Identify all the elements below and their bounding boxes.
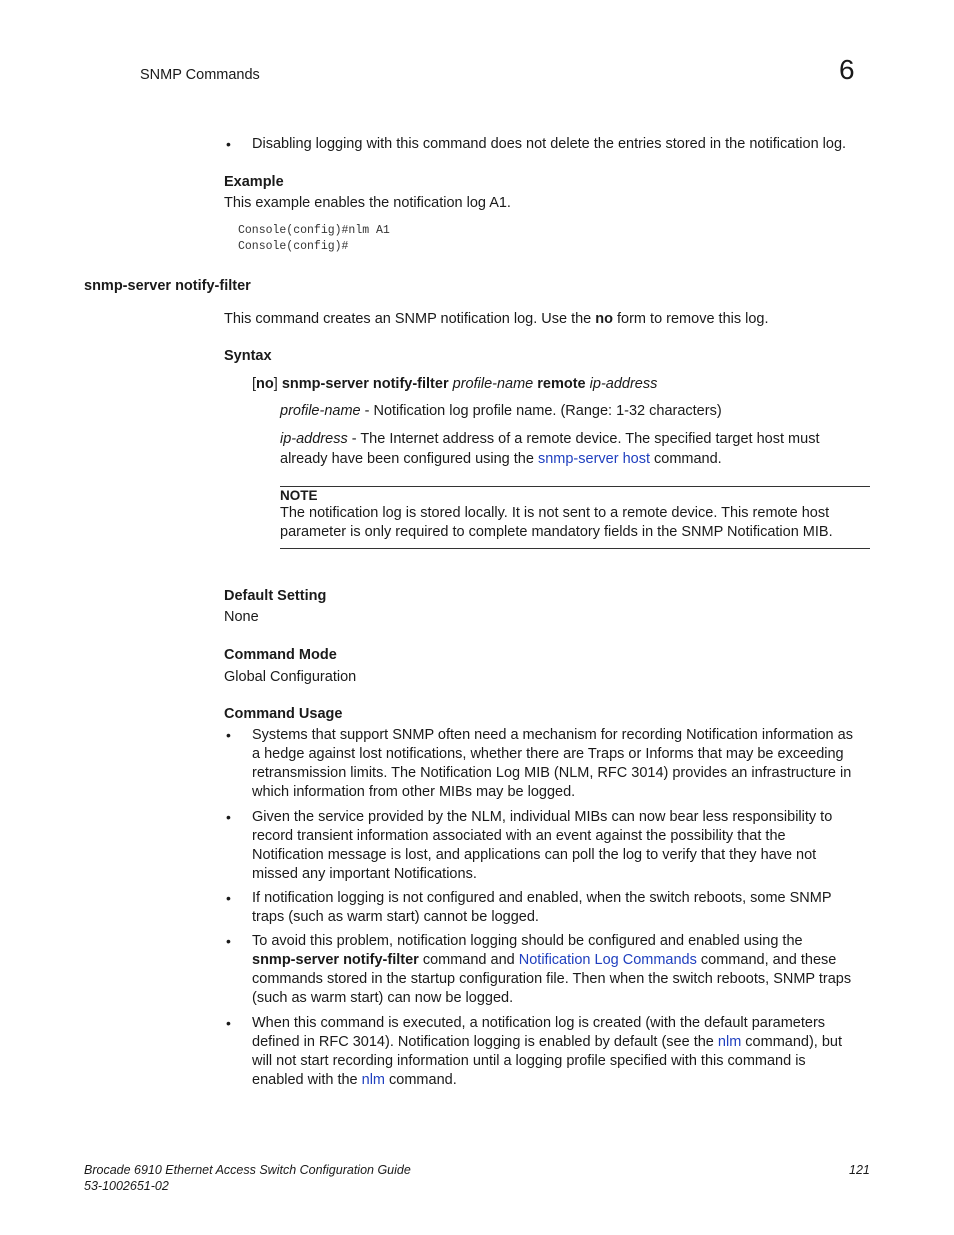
footer-doc-title: Brocade 6910 Ethernet Access Switch Configuration Guide [84, 1163, 411, 1177]
param-profile-name: profile-name - Notification log profile name. (Range: 1-32 characters) [280, 403, 722, 419]
top-bullet-text: Disabling logging with this command does not delete the entries stored in the notification log. [252, 136, 847, 152]
usage-bullet-5: When this command is executed, a notification log is created (with the default parameters defined in RFC 3014). Notification logging is enabled by default (see the nlm command), but will not start recording information until a logging profile specified with this command is enabled with the nlm command. [252, 1015, 843, 1088]
footer-doc-number: 53-1002651-02 [84, 1179, 169, 1193]
code-line: Console(config)# [238, 240, 349, 253]
nlm-link[interactable]: nlm [361, 1072, 386, 1088]
snmp-server-host-link[interactable]: snmp-server host [537, 451, 650, 467]
note-text: The notification log is stored locally. It is not sent to a remote device. This remote host [280, 505, 830, 521]
syntax-heading: Syntax [224, 348, 272, 364]
bullet-icon: • [226, 136, 231, 152]
note-bottom-rule [280, 548, 870, 549]
bullet-icon: • [226, 809, 231, 825]
note-label: NOTE [280, 488, 318, 503]
param-ip-address-line2: already have been configured using the snmp-server host command. [280, 451, 722, 467]
usage-bullet-2: Given the service provided by the NLM, individual MIBs can now bear less responsibility to record transient information associated with an event against the possibility that the Notification message is lost, and applications can poll the log to verify that they have not missed any important Notifications. [252, 809, 833, 882]
nlm-link[interactable]: nlm [717, 1034, 742, 1050]
footer-page-number: 121 [849, 1163, 870, 1177]
default-setting-value: None [224, 609, 259, 625]
command-description: This command creates an SNMP notification log. Use the no form to remove this log. [224, 311, 769, 327]
code-line: Console(config)#nlm A1 [238, 224, 390, 237]
usage-bullet-4: To avoid this problem, notification logging should be configured and enabled using the snmp-server notify-filter command and Notification Log Commands command, and these commands stored in the startup configuration file. Then when the switch reboots, SNMP traps (such as warm start) can now be logged. [252, 933, 852, 1006]
bullet-icon: • [226, 727, 231, 743]
command-mode-heading: Command Mode [224, 647, 337, 663]
notification-log-commands-link[interactable]: Notification Log Commands [518, 952, 697, 968]
syntax-line: [no] snmp-server notify-filter profile-name remote ip-address [252, 376, 658, 392]
command-mode-value: Global Configuration [224, 669, 357, 685]
bullet-icon: • [226, 1015, 231, 1031]
command-usage-heading: Command Usage [224, 706, 343, 722]
note-top-rule [280, 486, 870, 487]
command-title: snmp-server notify-filter [84, 278, 251, 294]
bullet-icon: • [226, 890, 231, 906]
chapter-number: 6 [839, 54, 855, 85]
default-setting-heading: Default Setting [224, 588, 327, 604]
note-text: parameter is only required to complete mandatory fields in the SNMP Notification MIB. [280, 524, 833, 540]
example-description: This example enables the notification log A1. [224, 195, 511, 211]
usage-bullet-3: If notification logging is not configured and enabled, when the switch reboots, some SNMP traps (such as warm start) cannot be logged. [252, 890, 832, 925]
usage-bullet-1: Systems that support SNMP often need a mechanism for recording Notification information as a hedge against lost notifications, whether there are Traps or Informs that may be exceeding retransmission limits. The Notification Log MIB (NLM, RFC 3014) provides an infrastructure in which information from other MIBs may be logged. [252, 727, 853, 800]
running-header-section: SNMP Commands [140, 67, 260, 83]
param-ip-address: ip-address - The Internet address of a remote device. The specified target host must [280, 431, 820, 447]
bullet-icon: • [226, 933, 231, 949]
example-heading: Example [224, 174, 284, 190]
